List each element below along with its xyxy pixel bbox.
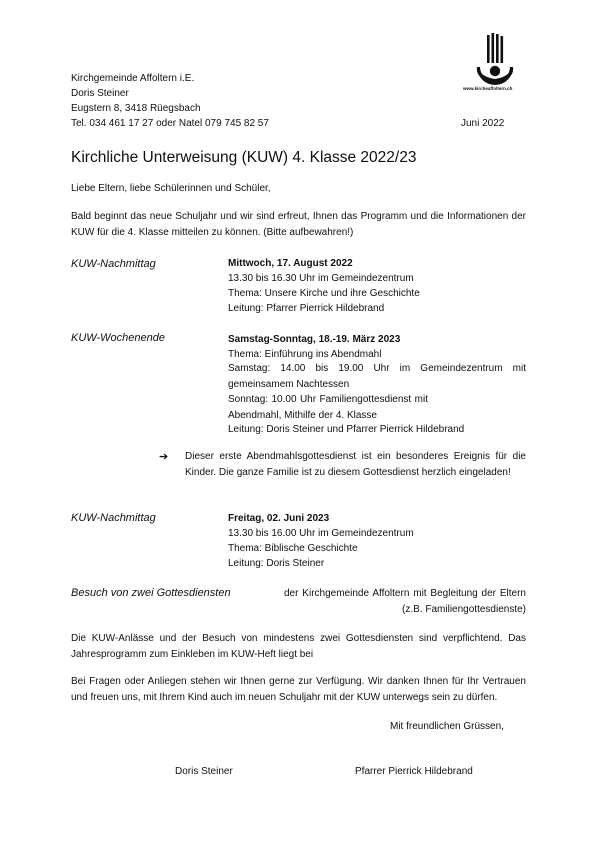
event-date: Samstag-Sonntag, 18.-19. März 2023	[228, 334, 401, 345]
event-detail: Thema: Unsere Kirche und ihre Geschichte	[228, 288, 420, 299]
event-date: Freitag, 02. Juni 2023	[228, 513, 330, 524]
event-title: KUW-Wochenende	[71, 332, 165, 344]
event-detail: Thema: Biblische Geschichte	[228, 543, 358, 554]
intro-paragraph: Bald beginnt das neue Schuljahr und wir sind erfreut, Ihnen das Programm und die Informationen der KUW für die 4. Klasse mitteilen zu können. (Bitte aufbewahren!)	[71, 211, 526, 238]
thanks-paragraph: Bei Fragen oder Anliegen stehen wir Ihnen gerne zur Verfügung. Wir danken Ihnen für Ihr Vertrauen und freuen uns, mit Ihrem Kind auch im neuen Schuljahr mit der KUW unterwegs sein zu dürfen.	[71, 676, 526, 703]
event-title: KUW-Nachmittag	[71, 512, 156, 524]
event-detail: Leitung: Pfarrer Pierrick Hildebrand	[228, 303, 385, 314]
letter-date: Juni 2022	[461, 118, 505, 129]
event-title: KUW-Nachmittag	[71, 258, 156, 270]
greeting: Liebe Eltern, liebe Schülerinnen und Schüler,	[71, 183, 271, 194]
document-title: Kirchliche Unterweisung (KUW) 4. Klasse 2022/23	[71, 149, 417, 166]
event-detail: Sonntag: 10.00 Uhr Familiengottesdienst mit Abendmahl, Mithilfe der 4. Klasse	[228, 394, 428, 421]
logo-url: www.kircheaffoltern.ch	[463, 86, 513, 91]
sender-line: Eugstern 8, 3418 Rüegsbach	[71, 103, 201, 114]
sender-line: Kirchgemeinde Affoltern i.E.	[71, 73, 195, 84]
closing: Mit freundlichen Grüssen,	[390, 721, 504, 732]
event-date: Mittwoch, 17. August 2022	[228, 258, 353, 269]
event-detail: Leitung: Doris Steiner und Pfarrer Pierrick Hildebrand	[228, 424, 465, 435]
event-detail: Samstag: 14.00 bis 19.00 Uhr im Gemeindezentrum mit gemeinsamem Nachtessen	[228, 363, 526, 390]
event-detail: Thema: Einführung ins Abendmahl	[228, 349, 382, 360]
signature-name: Doris Steiner	[175, 766, 233, 777]
event-detail: Leitung: Doris Steiner	[228, 558, 325, 569]
visits-text: der Kirchgemeinde Affoltern mit Begleitung der Eltern (z.B. Familiengottesdienste)	[284, 588, 526, 615]
visits-title: Besuch von zwei Gottesdiensten	[71, 587, 231, 599]
event-note: Dieser erste Abendmahlsgottesdienst ist ein besonderes Ereignis für die Kinder. Die ganze Familie ist zu diesem Gottesdienst herzlich eingeladen!	[185, 451, 526, 478]
event-detail: 13.30 bis 16.00 Uhr im Gemeindezentrum	[228, 528, 414, 539]
event-detail: 13.30 bis 16.30 Uhr im Gemeindezentrum	[228, 273, 414, 284]
arrow-icon: ➔	[159, 451, 169, 463]
sender-line: Tel. 034 461 17 27 oder Natel 079 745 82 57	[71, 118, 269, 129]
obligation-paragraph: Die KUW-Anlässe und der Besuch von mindestens zwei Gottesdiensten sind verpflichtend. Das Jahresprogramm zum Einkleben im KUW-Heft liegt bei	[71, 633, 526, 660]
signature-name: Pfarrer Pierrick Hildebrand	[355, 766, 473, 777]
sender-line: Doris Steiner	[71, 88, 129, 99]
